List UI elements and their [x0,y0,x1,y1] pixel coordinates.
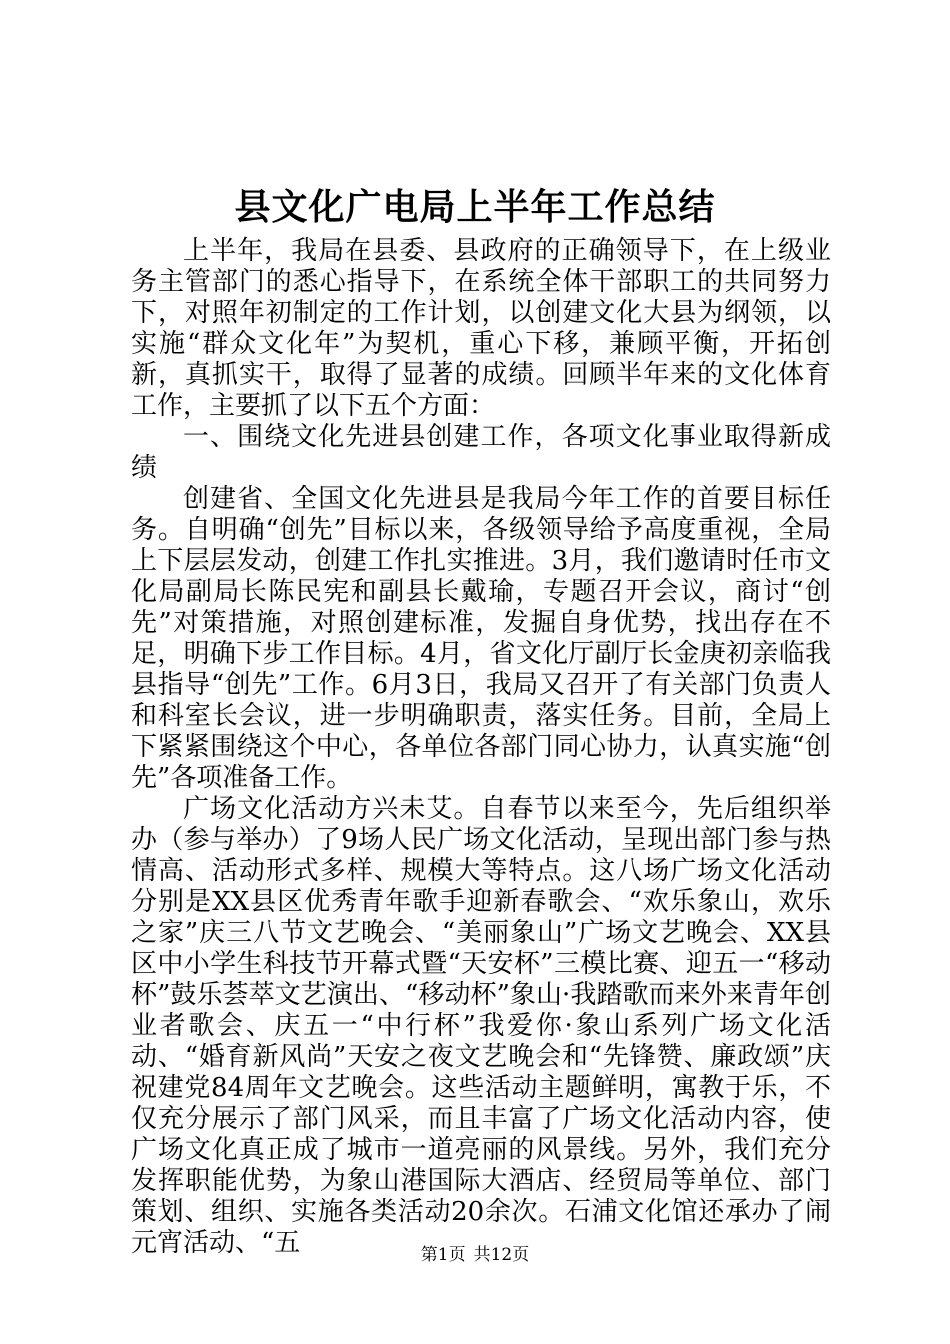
section-heading: 一、围绕文化先进县创建工作，各项文化事业取得新成绩 [131,422,831,483]
intro-paragraph: 上半年，我局在县委、县政府的正确领导下，在上级业务主管部门的悉心指导下，在系统全体干部职工的共同努力下，对照年初制定的工作计划，以创建文化大县为纲领，以实施“群众文化年”为契机，重心下移，兼顾平衡，开拓创新，真抓实干，取得了显著的成绩。回顾半年来的文化体育工作，主要抓了以下五个方面： [131,236,831,421]
body-paragraph: 创建省、全国文化先进县是我局今年工作的首要目标任务。自明确“创先”目标以来，各级领导给予高度重视，全局上下层层发动，创建工作扎实推进。3月，我们邀请时任市文化局副局长陈民宪和副县长戴瑜，专题召开会议，商讨“创先”对策措施，对照创建标准，发掘自身优势，找出存在不足，明确下步工作目标。4月，省文化厅副厅长金庚初亲临我县指导“创先”工作。6月3日，我局又召开了有关部门负责人和科室长会议，进一步明确职责，落实任务。目前，全局上下紧紧围绕这个中心，各单位各部门同心协力，认真实施“创先”各项准备工作。 [131,484,831,793]
page-total: 共12页 [473,1245,530,1265]
page-number: 第1页 [420,1245,466,1265]
body-paragraph: 广场文化活动方兴未艾。自春节以来至今，先后组织举办（参与举办）了9场人民广场文化活动，呈现出部门参与热情高、活动形式多样、规模大等特点。这八场广场文化活动分别是XX县区优秀青年歌手迎新春歌会、“欢乐象山，欢乐之家”庆三八节文艺晚会、“美丽象山”广场文艺晚会、XX县区中小学生科技节开幕式暨“天安杯”三模比赛、迎五一“移动杯”鼓乐荟萃文艺演出、“移动杯”象山·我踏歌而来外来青年创业者歌会、庆五一“中行杯”我爱你·象山系列广场文化活动、“婚育新风尚”天安之夜文艺晚会和“先锋赞、廉政颂”庆祝建党84周年文艺晚会。这些活动主题鲜明，寓教于乐，不仅充分展示了部门风采，而且丰富了广场文化活动内容，使广场文化真正成了城市一道亮丽的风景线。另外，我们充分发挥职能优势，为象山港国际大酒店、经贸局等单位、部门策划、组织、实施各类活动20余次。石浦文化馆还承办了闹元宵活动、“五 [131,794,831,1258]
document-body [131,236,831,1259]
document-title: 县文化广电局上半年工作总结 [234,186,716,228]
page-footer [0,1244,950,1266]
